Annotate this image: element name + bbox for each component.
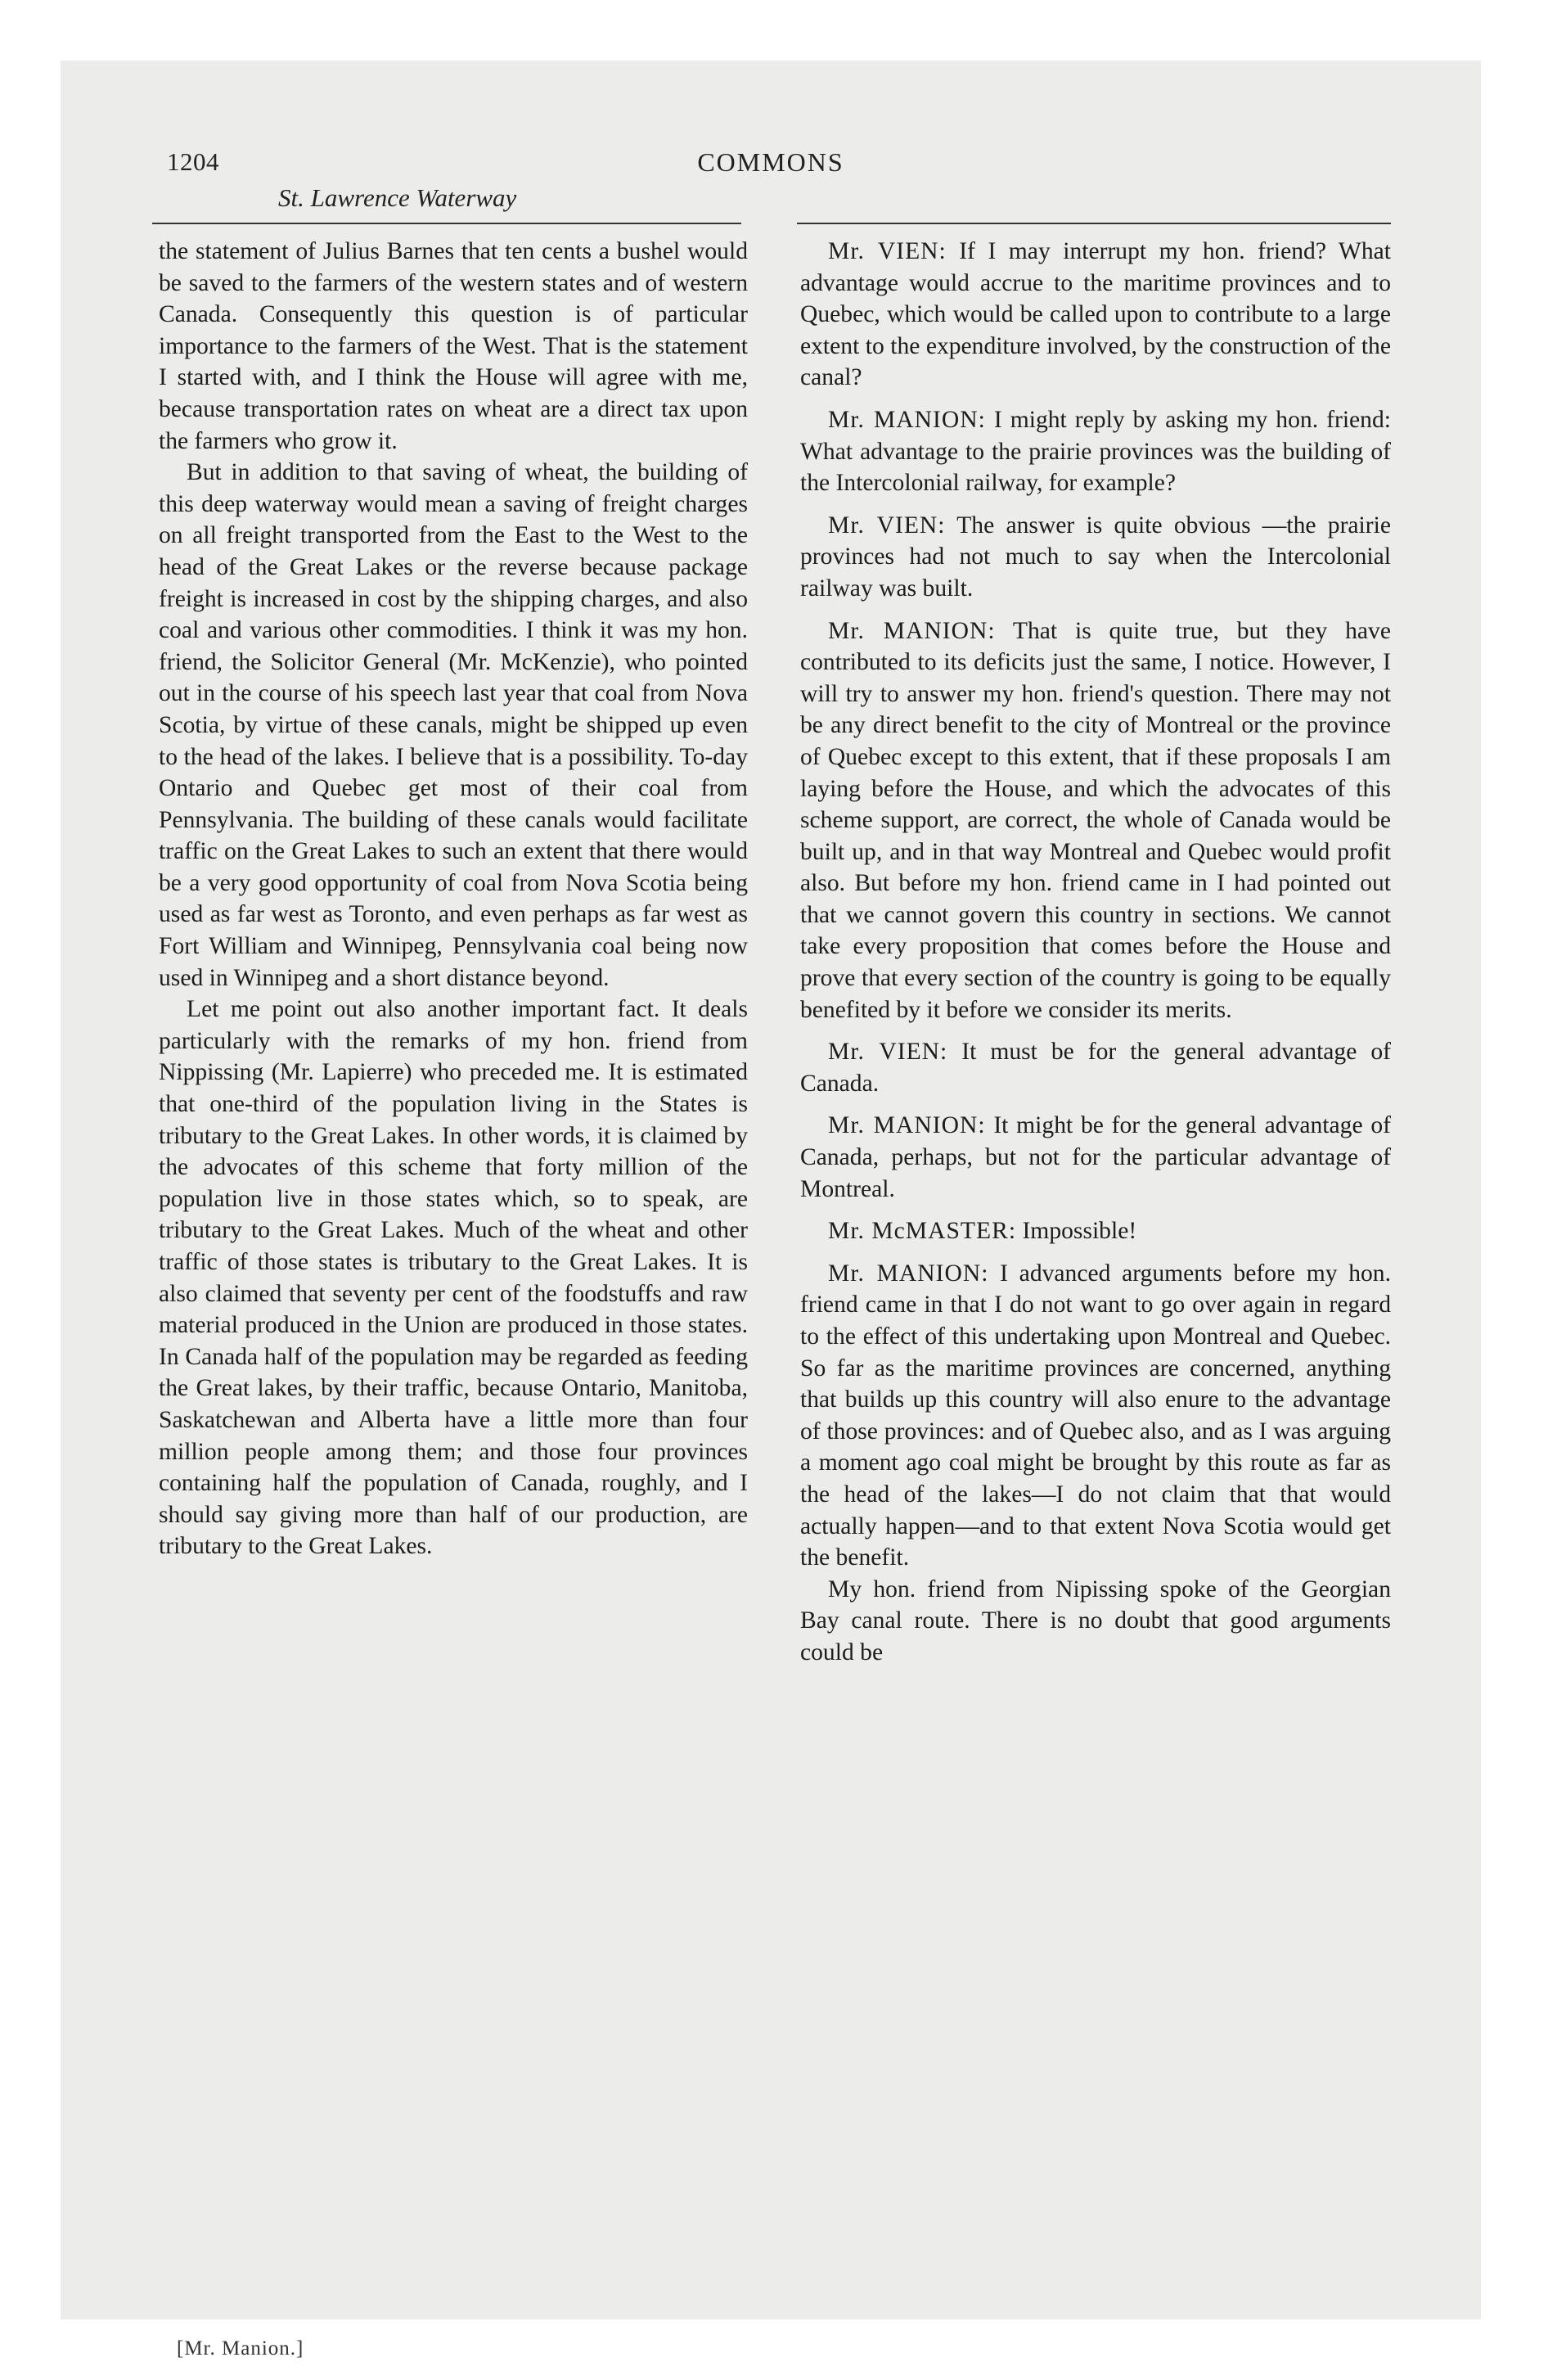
speaker-name: Mr. VIEN: [828, 1039, 948, 1066]
speaker-name: Mr. McMASTER: [828, 1218, 1017, 1245]
speaker-name: Mr. MANION: [828, 617, 996, 644]
speech-paragraph [800, 510, 1391, 605]
speech-text: It must be for the general advantage of Canada. [800, 1039, 1391, 1097]
paragraph: But in addition to that saving of wheat, the building of this deep waterway would mean a saving of freight charges on all freight transported from the East to the West to the head of the Great Lakes or the reverse because package freight is increased in cost by the shipping charges, and also coal and various other commodities. I think it was my hon. friend, the Solicitor General (Mr. McKenzie), who pointed out in the course of his speech last year that coal from Nova Scotia, by virtue of these canals, might be shipped up even to the head of the lakes. I believe that is a possibility. To-day Ontario and Quebec get most of their coal from Pennsylvania. The building of these canals would facilitate traffic on the Great Lakes to such an extent that there would be a very good opportunity of coal from Nova Scotia being used as far west as Toronto, and even perhaps as far west as Fort William and Winnipeg, Pennsylvania coal being now used in Winnipeg and a short distance beyond. [159, 459, 748, 991]
speech-text: I might reply by asking my hon. friend: What advantage to the prairie provinces was the building of the Intercolonial railway, for example? [800, 406, 1391, 497]
paragraph: the statement of Julius Barnes that ten cents a bushel would be saved to the farmers of the western states and of western Canada. Consequently this question is of particular importance to the farmers of the West. That is the statement I started with, and I think the House will agree with me, because transportation rates on wheat are a direct tax upon the farmers who grow it. [159, 238, 748, 454]
page-header [61, 61, 1481, 224]
speech-text: It might be for the general advantage of Canada, perhaps, but not for the particular advantage of Montreal. [800, 1112, 1391, 1202]
speech-text: My hon. friend from Nipissing spoke of the Georgian Bay canal route. There is no doubt that good arguments could be [800, 1575, 1391, 1666]
speaker-name: Mr. VIEN: [828, 238, 947, 264]
speech-paragraph [800, 1258, 1391, 1574]
speech-text: That is quite true, but they have contributed to its deficits just the same, I notice. However, I will try to answer my hon. friend's question. There may not be any direct benefit to the city of Montreal or the province of Quebec except to this extent, that if these proposals I am laying before the House, and which the advocates of this scheme support, are correct, the whole of Canada would be built up, and in that way Montreal and Quebec would profit also. But before my hon. friend came in I had pointed out that we cannot govern this country in sections. We cannot take every proposition that comes before the House and prove that every section of the country is going to be equally benefited by it before we consider its merits. [800, 617, 1391, 1023]
speech-text: I advanced arguments before my hon. friend came in that I do not want to go over again in regard to the effect of this undertaking upon Montreal and Quebec. So far as the maritime provinces are concerned, anything that builds up this country will also enure to the advantage of those provinces: and of Quebec also, and as I was arguing a moment ago coal might be brought by this route as far as the head of the lakes—I do not claim that that would actually happen—and to that extent Nova Scotia would get the benefit. [800, 1260, 1391, 1571]
document-page [61, 61, 1481, 2360]
speech-text: The answer is quite obvious —the prairie provinces had not much to say when the Intercolonial railway was built. [800, 512, 1391, 602]
left-column [159, 236, 748, 1562]
speaker-name: Mr. MANION: [828, 1260, 989, 1287]
header-rule-right [797, 223, 1391, 224]
header-rule-left [152, 223, 741, 224]
paragraph [800, 1574, 1391, 1669]
speech-text: If I may interrupt my hon. friend? What advantage would accrue to the maritime provinces and to Quebec, which would be called upon to contribute to a large extent to the expenditure involved, by the construction of the canal? [800, 238, 1391, 391]
speech-paragraph [800, 1215, 1391, 1247]
speech-paragraph [800, 615, 1391, 1026]
page-number: 1204 [167, 147, 219, 176]
speaker-name: Mr. MANION: [828, 406, 986, 433]
right-column [800, 236, 1391, 1669]
speech-paragraph [800, 236, 1391, 394]
speaker-name: Mr. MANION: [828, 1112, 986, 1139]
speech-paragraph [800, 404, 1391, 499]
journal-title: COMMONS [697, 147, 844, 177]
speaker-name: Mr. VIEN: [828, 512, 946, 539]
speech-paragraph [800, 1110, 1391, 1205]
section-title: St. Lawrence Waterway [278, 183, 517, 212]
speech-text: Impossible! [1022, 1218, 1137, 1245]
paragraph: Let me point out also another important fact. It deals particularly with the remarks of my hon. friend from Nippissing (Mr. Lapierre) who preceded me. It is estimated that one-third of the population living in the States is tributary to the Great Lakes. In other words, it is claimed by the advocates of this scheme that forty million of the population live in those states which, so to speak, are tributary to the Great Lakes. Much of the wheat and other traffic of those states is tributary to the Great Lakes. It is also claimed that seventy per cent of the foodstuffs and raw material produced in the Union are produced in those states. In Canada half of the population may be regarded as feeding the Great lakes, by their traffic, because Ontario, Manitoba, Saskatchewan and Alberta have a little more than four million people among them; and those four provinces containing half the population of Canada, roughly, and I should say giving more than half of our production, are tributary to the Great Lakes. [159, 996, 748, 1560]
speech-paragraph [800, 1036, 1391, 1099]
speaker-footnote: [Mr. Manion.] [177, 2337, 304, 2360]
